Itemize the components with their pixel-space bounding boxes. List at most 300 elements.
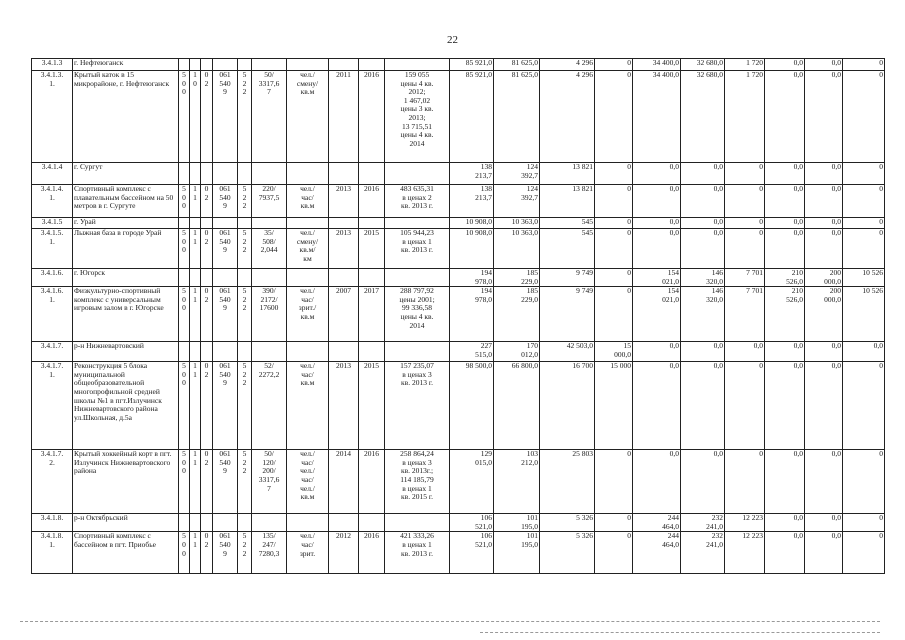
amount-cell: 42 503,0 bbox=[540, 342, 595, 362]
amount-cell: 32 680,0 bbox=[681, 59, 725, 71]
unit: чел./ час/ кв.м bbox=[287, 362, 329, 450]
amount-cell: 13 821 bbox=[540, 163, 595, 185]
amount-cell: 1 720 bbox=[725, 59, 765, 71]
code-part-5: 5 2 2 bbox=[238, 287, 252, 342]
code-part-3 bbox=[201, 163, 213, 185]
amount-cell: 0,0 bbox=[843, 342, 885, 362]
amount-cell: 34 400,0 bbox=[633, 59, 681, 71]
unit bbox=[287, 218, 329, 229]
amount-cell: 0 bbox=[595, 287, 633, 342]
code-part-2 bbox=[190, 59, 201, 71]
code-part-1: 5 0 0 bbox=[179, 229, 190, 269]
start-year: 2007 bbox=[329, 287, 359, 342]
estimated-cost: 483 635,31 в ценах 2 кв. 2013 г. bbox=[385, 185, 450, 218]
object-name: г. Нефтеюганск bbox=[73, 59, 179, 71]
object-name: Спортивный комплекс с бассейном в пгт. Приобье bbox=[73, 532, 179, 574]
amount-cell: 146 320,0 bbox=[681, 269, 725, 287]
code-part-1 bbox=[179, 269, 190, 287]
amount-cell: 0,0 bbox=[805, 514, 843, 532]
amount-cell: 232 241,0 bbox=[681, 514, 725, 532]
code-part-4: 061 540 9 bbox=[213, 229, 238, 269]
capacity bbox=[252, 342, 287, 362]
amount-cell: 138 213,7 bbox=[450, 185, 494, 218]
amount-cell: 0 bbox=[725, 185, 765, 218]
row-code: 3.4.1.7. bbox=[32, 342, 73, 362]
row-code: 3.4.1.4. 1. bbox=[32, 185, 73, 218]
code-part-2: 1 0 bbox=[190, 71, 201, 163]
amount-cell: 0,0 bbox=[681, 229, 725, 269]
amount-cell: 0 bbox=[843, 229, 885, 269]
amount-cell: 244 464,0 bbox=[633, 514, 681, 532]
row-code: 3.4.1.6. bbox=[32, 269, 73, 287]
code-part-1: 5 0 0 bbox=[179, 362, 190, 450]
table-row bbox=[32, 229, 885, 269]
code-part-3 bbox=[201, 59, 213, 71]
code-part-2 bbox=[190, 163, 201, 185]
end-year bbox=[359, 59, 385, 71]
amount-cell: 81 625,0 bbox=[494, 59, 540, 71]
amount-cell: 154 021,0 bbox=[633, 287, 681, 342]
amount-cell: 106 521,0 bbox=[450, 532, 494, 574]
amount-cell: 0,0 bbox=[765, 163, 805, 185]
code-part-4: 061 540 9 bbox=[213, 287, 238, 342]
code-part-4 bbox=[213, 514, 238, 532]
object-name: Спортивный комплекс с плавательным бассейном на 50 метров в г. Сургуте bbox=[73, 185, 179, 218]
amount-cell: 0,0 bbox=[681, 450, 725, 514]
amount-cell: 15 000,0 bbox=[595, 342, 633, 362]
start-year: 2013 bbox=[329, 362, 359, 450]
amount-cell: 154 021,0 bbox=[633, 269, 681, 287]
amount-cell: 0 bbox=[843, 218, 885, 229]
amount-cell: 85 921,0 bbox=[450, 71, 494, 163]
capacity bbox=[252, 218, 287, 229]
code-part-2 bbox=[190, 218, 201, 229]
amount-cell: 98 500,0 bbox=[450, 362, 494, 450]
amount-cell: 5 326 bbox=[540, 532, 595, 574]
amount-cell: 0 bbox=[725, 450, 765, 514]
code-part-1: 5 0 0 bbox=[179, 71, 190, 163]
end-year bbox=[359, 269, 385, 287]
object-name: Крытый каток в 15 микрорайоне, г. Нефтеюганск bbox=[73, 71, 179, 163]
capacity: 50/ 120/ 200/ 3317,6 7 bbox=[252, 450, 287, 514]
code-part-3: 0 2 bbox=[201, 532, 213, 574]
amount-cell: 16 700 bbox=[540, 362, 595, 450]
capacity: 35/ 508/ 2,044 bbox=[252, 229, 287, 269]
end-year: 2016 bbox=[359, 532, 385, 574]
start-year bbox=[329, 59, 359, 71]
amount-cell: 0 bbox=[595, 514, 633, 532]
code-part-4: 061 540 9 bbox=[213, 450, 238, 514]
amount-cell: 0,0 bbox=[681, 218, 725, 229]
amount-cell: 7 701 bbox=[725, 287, 765, 342]
object-name: Крытый хоккейный корт в пгт. Излучинск Нижневартовского района bbox=[73, 450, 179, 514]
amount-cell: 210 526,0 bbox=[765, 287, 805, 342]
unit bbox=[287, 514, 329, 532]
amount-cell: 0,0 bbox=[765, 218, 805, 229]
group-row bbox=[32, 269, 885, 287]
code-part-4 bbox=[213, 342, 238, 362]
amount-cell: 124 392,7 bbox=[494, 163, 540, 185]
start-year bbox=[329, 163, 359, 185]
row-code: 3.4.1.7. 1. bbox=[32, 362, 73, 450]
amount-cell: 101 195,0 bbox=[494, 532, 540, 574]
amount-cell: 129 015,0 bbox=[450, 450, 494, 514]
capacity bbox=[252, 59, 287, 71]
unit: чел./ час/ чел./ час/ чел./ кв.м bbox=[287, 450, 329, 514]
start-year: 2013 bbox=[329, 185, 359, 218]
code-part-2 bbox=[190, 514, 201, 532]
amount-cell: 10 526 bbox=[843, 287, 885, 342]
amount-cell: 0 bbox=[595, 218, 633, 229]
estimated-cost: 105 944,23 в ценах 1 кв. 2013 г. bbox=[385, 229, 450, 269]
code-part-5 bbox=[238, 269, 252, 287]
amount-cell: 10 363,0 bbox=[494, 229, 540, 269]
code-part-5: 5 2 2 bbox=[238, 532, 252, 574]
start-year bbox=[329, 342, 359, 362]
code-part-5 bbox=[238, 218, 252, 229]
row-code: 3.4.1.3 bbox=[32, 59, 73, 71]
code-part-2 bbox=[190, 342, 201, 362]
estimated-cost bbox=[385, 218, 450, 229]
amount-cell: 0,0 bbox=[633, 450, 681, 514]
row-code: 3.4.1.3. 1. bbox=[32, 71, 73, 163]
unit: чел./ смену/ кв.м bbox=[287, 71, 329, 163]
amount-cell: 227 515,0 bbox=[450, 342, 494, 362]
amount-cell: 32 680,0 bbox=[681, 71, 725, 163]
estimated-cost bbox=[385, 269, 450, 287]
amount-cell: 0,0 bbox=[633, 362, 681, 450]
start-year bbox=[329, 218, 359, 229]
code-part-5 bbox=[238, 342, 252, 362]
amount-cell: 146 320,0 bbox=[681, 287, 725, 342]
code-part-5 bbox=[238, 59, 252, 71]
code-part-4: 061 540 9 bbox=[213, 362, 238, 450]
table-row bbox=[32, 287, 885, 342]
code-part-3: 0 2 bbox=[201, 71, 213, 163]
capacity: 52/ 2272,2 bbox=[252, 362, 287, 450]
amount-cell: 210 526,0 bbox=[765, 269, 805, 287]
estimated-cost bbox=[385, 514, 450, 532]
amount-cell: 0,0 bbox=[681, 362, 725, 450]
end-year: 2016 bbox=[359, 450, 385, 514]
row-code: 3.4.1.8. 1. bbox=[32, 532, 73, 574]
estimated-cost: 258 864,24 в ценах 3 кв. 2013г.; 114 185,79 в ценах 1 кв. 2015 г. bbox=[385, 450, 450, 514]
amount-cell: 0 bbox=[843, 163, 885, 185]
group-row bbox=[32, 59, 885, 71]
group-row bbox=[32, 342, 885, 362]
estimated-cost: 159 055 цены 4 кв. 2012; 1 467,02 цены 3 кв. 2013; 13 715,51 цены 4 кв. 2014 bbox=[385, 71, 450, 163]
code-part-1 bbox=[179, 163, 190, 185]
unit: чел./ час/ кв.м bbox=[287, 185, 329, 218]
code-part-5: 5 2 2 bbox=[238, 71, 252, 163]
code-part-2: 1 1 bbox=[190, 287, 201, 342]
code-part-2: 1 1 bbox=[190, 362, 201, 450]
start-year: 2014 bbox=[329, 450, 359, 514]
row-code: 3.4.1.7. 2. bbox=[32, 450, 73, 514]
code-part-1: 5 0 0 bbox=[179, 185, 190, 218]
amount-cell: 0,0 bbox=[805, 342, 843, 362]
amount-cell: 200 000,0 bbox=[805, 287, 843, 342]
budget-table bbox=[31, 58, 885, 574]
amount-cell: 0 bbox=[843, 532, 885, 574]
capacity: 220/ 7937,5 bbox=[252, 185, 287, 218]
table-body bbox=[32, 59, 885, 574]
amount-cell: 4 296 bbox=[540, 71, 595, 163]
amount-cell: 0 bbox=[595, 59, 633, 71]
code-part-4 bbox=[213, 59, 238, 71]
amount-cell: 244 464,0 bbox=[633, 532, 681, 574]
unit: чел./ смену/ кв.м/ км bbox=[287, 229, 329, 269]
row-code: 3.4.1.5 bbox=[32, 218, 73, 229]
code-part-5: 5 2 2 bbox=[238, 185, 252, 218]
amount-cell: 7 701 bbox=[725, 269, 765, 287]
amount-cell: 0 bbox=[595, 532, 633, 574]
unit: чел./ час/ зрит./ кв.м bbox=[287, 287, 329, 342]
object-name: Реконструкция 5 блока муниципальной общеобразовательной многопрофильной средней школы №1 в пгт.Излучинск Нижневартовского района ул.Школьная, д.5а bbox=[73, 362, 179, 450]
table-row bbox=[32, 185, 885, 218]
amount-cell: 185 229,0 bbox=[494, 287, 540, 342]
code-part-3: 0 2 bbox=[201, 185, 213, 218]
amount-cell: 81 625,0 bbox=[494, 71, 540, 163]
amount-cell: 9 749 bbox=[540, 269, 595, 287]
amount-cell: 5 326 bbox=[540, 514, 595, 532]
amount-cell: 545 bbox=[540, 229, 595, 269]
end-year bbox=[359, 163, 385, 185]
amount-cell: 124 392,7 bbox=[494, 185, 540, 218]
row-code: 3.4.1.6. 1. bbox=[32, 287, 73, 342]
start-year: 2012 bbox=[329, 532, 359, 574]
amount-cell: 0,0 bbox=[805, 163, 843, 185]
amount-cell: 0 bbox=[595, 229, 633, 269]
start-year: 2013 bbox=[329, 229, 359, 269]
capacity: 135/ 247/ 7280,3 bbox=[252, 532, 287, 574]
row-code: 3.4.1.5. 1. bbox=[32, 229, 73, 269]
code-part-4: 061 540 9 bbox=[213, 185, 238, 218]
amount-cell: 0,0 bbox=[633, 342, 681, 362]
estimated-cost bbox=[385, 59, 450, 71]
end-year: 2017 bbox=[359, 287, 385, 342]
amount-cell: 0,0 bbox=[765, 514, 805, 532]
scan-artifact-line bbox=[20, 621, 880, 622]
amount-cell: 25 803 bbox=[540, 450, 595, 514]
code-part-1: 5 0 0 bbox=[179, 450, 190, 514]
estimated-cost: 421 333,26 в ценах 1 кв. 2013 г. bbox=[385, 532, 450, 574]
table-row bbox=[32, 362, 885, 450]
row-code: 3.4.1.4 bbox=[32, 163, 73, 185]
amount-cell: 194 978,0 bbox=[450, 269, 494, 287]
start-year: 2011 bbox=[329, 71, 359, 163]
group-row bbox=[32, 163, 885, 185]
amount-cell: 0 bbox=[595, 163, 633, 185]
amount-cell: 232 241,0 bbox=[681, 532, 725, 574]
unit bbox=[287, 269, 329, 287]
code-part-2 bbox=[190, 269, 201, 287]
amount-cell: 0,0 bbox=[765, 342, 805, 362]
amount-cell: 0,0 bbox=[805, 71, 843, 163]
amount-cell: 0,0 bbox=[633, 218, 681, 229]
capacity bbox=[252, 163, 287, 185]
estimated-cost: 288 797,92 цены 2001; 99 336,58 цены 4 кв. 2014 bbox=[385, 287, 450, 342]
capacity bbox=[252, 269, 287, 287]
code-part-2: 1 1 bbox=[190, 185, 201, 218]
amount-cell: 0,0 bbox=[765, 532, 805, 574]
code-part-5: 5 2 2 bbox=[238, 229, 252, 269]
group-row bbox=[32, 514, 885, 532]
code-part-1 bbox=[179, 59, 190, 71]
amount-cell: 0 bbox=[595, 269, 633, 287]
object-name: Лыжная база в городе Урай bbox=[73, 229, 179, 269]
amount-cell: 0 bbox=[595, 71, 633, 163]
amount-cell: 0,0 bbox=[805, 532, 843, 574]
amount-cell: 0,0 bbox=[633, 229, 681, 269]
code-part-1: 5 0 0 bbox=[179, 287, 190, 342]
code-part-4: 061 540 9 bbox=[213, 532, 238, 574]
group-row bbox=[32, 218, 885, 229]
code-part-4: 061 540 9 bbox=[213, 71, 238, 163]
amount-cell: 13 821 bbox=[540, 185, 595, 218]
code-part-3 bbox=[201, 342, 213, 362]
amount-cell: 66 800,0 bbox=[494, 362, 540, 450]
amount-cell: 0,0 bbox=[765, 59, 805, 71]
amount-cell: 0,0 bbox=[805, 362, 843, 450]
amount-cell: 101 195,0 bbox=[494, 514, 540, 532]
row-code: 3.4.1.8. bbox=[32, 514, 73, 532]
capacity: 390/ 2172/ 17600 bbox=[252, 287, 287, 342]
code-part-3: 0 2 bbox=[201, 450, 213, 514]
object-name: р-н Нижневартовский bbox=[73, 342, 179, 362]
code-part-3 bbox=[201, 269, 213, 287]
code-part-2: 1 1 bbox=[190, 532, 201, 574]
code-part-1: 5 0 0 bbox=[179, 532, 190, 574]
amount-cell: 0 bbox=[725, 218, 765, 229]
amount-cell: 0,0 bbox=[725, 342, 765, 362]
end-year: 2015 bbox=[359, 362, 385, 450]
end-year bbox=[359, 342, 385, 362]
amount-cell: 194 978,0 bbox=[450, 287, 494, 342]
amount-cell: 0 bbox=[725, 229, 765, 269]
amount-cell: 0 bbox=[843, 185, 885, 218]
amount-cell: 138 213,7 bbox=[450, 163, 494, 185]
amount-cell: 0,0 bbox=[633, 163, 681, 185]
amount-cell: 0 bbox=[725, 163, 765, 185]
table-row bbox=[32, 532, 885, 574]
amount-cell: 10 526 bbox=[843, 269, 885, 287]
amount-cell: 0,0 bbox=[805, 450, 843, 514]
end-year: 2016 bbox=[359, 71, 385, 163]
object-name: г. Югорск bbox=[73, 269, 179, 287]
amount-cell: 0,0 bbox=[765, 450, 805, 514]
unit bbox=[287, 163, 329, 185]
code-part-4 bbox=[213, 218, 238, 229]
amount-cell: 0 bbox=[595, 185, 633, 218]
amount-cell: 0,0 bbox=[681, 185, 725, 218]
code-part-3 bbox=[201, 218, 213, 229]
estimated-cost bbox=[385, 163, 450, 185]
code-part-1 bbox=[179, 342, 190, 362]
code-part-5: 5 2 2 bbox=[238, 450, 252, 514]
code-part-2: 1 1 bbox=[190, 229, 201, 269]
amount-cell: 9 749 bbox=[540, 287, 595, 342]
amount-cell: 0 bbox=[843, 59, 885, 71]
amount-cell: 0 bbox=[843, 362, 885, 450]
amount-cell: 545 bbox=[540, 218, 595, 229]
code-part-2: 1 1 bbox=[190, 450, 201, 514]
code-part-3 bbox=[201, 514, 213, 532]
estimated-cost: 157 235,07 в ценах 3 кв. 2013 г. bbox=[385, 362, 450, 450]
start-year bbox=[329, 269, 359, 287]
amount-cell: 0 bbox=[843, 514, 885, 532]
code-part-4 bbox=[213, 163, 238, 185]
code-part-1 bbox=[179, 514, 190, 532]
amount-cell: 0,0 bbox=[805, 218, 843, 229]
amount-cell: 10 908,0 bbox=[450, 218, 494, 229]
object-name: г. Урай bbox=[73, 218, 179, 229]
amount-cell: 0,0 bbox=[765, 229, 805, 269]
amount-cell: 15 000 bbox=[595, 362, 633, 450]
amount-cell: 0,0 bbox=[681, 163, 725, 185]
amount-cell: 0,0 bbox=[765, 362, 805, 450]
code-part-5: 5 2 2 bbox=[238, 362, 252, 450]
amount-cell: 0,0 bbox=[765, 71, 805, 163]
code-part-5 bbox=[238, 514, 252, 532]
amount-cell: 0,0 bbox=[633, 185, 681, 218]
object-name: г. Сургут bbox=[73, 163, 179, 185]
amount-cell: 106 521,0 bbox=[450, 514, 494, 532]
amount-cell: 0 bbox=[843, 450, 885, 514]
end-year: 2015 bbox=[359, 229, 385, 269]
page-number: 22 bbox=[447, 34, 458, 46]
end-year: 2016 bbox=[359, 185, 385, 218]
amount-cell: 0,0 bbox=[805, 185, 843, 218]
unit bbox=[287, 59, 329, 71]
code-part-3: 0 2 bbox=[201, 287, 213, 342]
amount-cell: 12 223 bbox=[725, 514, 765, 532]
amount-cell: 170 012,0 bbox=[494, 342, 540, 362]
amount-cell: 200 000,0 bbox=[805, 269, 843, 287]
capacity bbox=[252, 514, 287, 532]
amount-cell: 185 229,0 bbox=[494, 269, 540, 287]
amount-cell: 103 212,0 bbox=[494, 450, 540, 514]
unit bbox=[287, 342, 329, 362]
code-part-5 bbox=[238, 163, 252, 185]
amount-cell: 4 296 bbox=[540, 59, 595, 71]
amount-cell: 0 bbox=[725, 362, 765, 450]
estimated-cost bbox=[385, 342, 450, 362]
amount-cell: 10 363,0 bbox=[494, 218, 540, 229]
amount-cell: 12 223 bbox=[725, 532, 765, 574]
table-row bbox=[32, 71, 885, 163]
amount-cell: 0 bbox=[843, 71, 885, 163]
amount-cell: 34 400,0 bbox=[633, 71, 681, 163]
code-part-1 bbox=[179, 218, 190, 229]
amount-cell: 0,0 bbox=[681, 342, 725, 362]
amount-cell: 0,0 bbox=[805, 229, 843, 269]
capacity: 50/ 3317,6 7 bbox=[252, 71, 287, 163]
amount-cell: 85 921,0 bbox=[450, 59, 494, 71]
code-part-3: 0 2 bbox=[201, 362, 213, 450]
object-name: Физкультурно-спортивный комплекс с универсальным игровым залом в г. Югорске bbox=[73, 287, 179, 342]
amount-cell: 0,0 bbox=[765, 185, 805, 218]
object-name: р-н Октябрьский bbox=[73, 514, 179, 532]
table-row bbox=[32, 450, 885, 514]
amount-cell: 0 bbox=[595, 450, 633, 514]
amount-cell: 1 720 bbox=[725, 71, 765, 163]
amount-cell: 0,0 bbox=[805, 59, 843, 71]
unit: чел./ час/ зрит. bbox=[287, 532, 329, 574]
start-year bbox=[329, 514, 359, 532]
scan-artifact-line bbox=[480, 632, 880, 633]
amount-cell: 10 908,0 bbox=[450, 229, 494, 269]
